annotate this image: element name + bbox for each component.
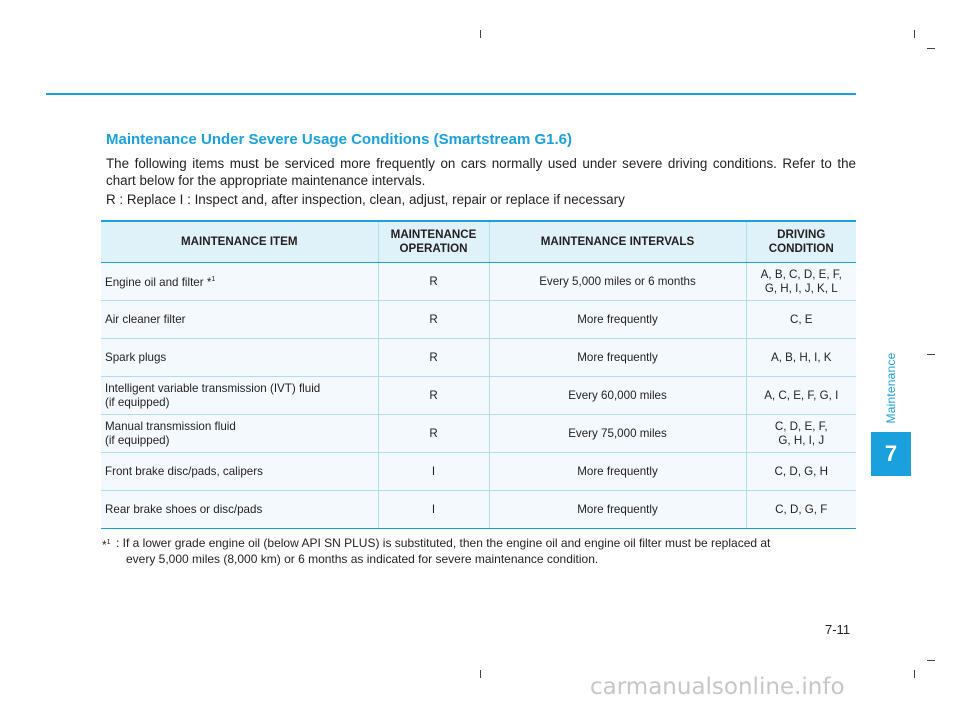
interval-cell: Every 60,000 miles	[489, 377, 746, 415]
interval-cell: Every 5,000 miles or 6 months	[489, 263, 746, 301]
condition-cell: A, B, H, I, K	[746, 339, 856, 377]
header-maintenance-intervals: MAINTENANCE INTERVALS	[489, 221, 746, 263]
interval-cell: More frequently	[489, 301, 746, 339]
header-driving-condition: DRIVING CONDITION	[746, 221, 856, 263]
condition-cell: C, E	[746, 301, 856, 339]
table-row	[101, 339, 856, 377]
item-cell: Front brake disc/pads, calipers	[101, 453, 378, 491]
header-maintenance-operation: MAINTENANCE OPERATION	[378, 221, 489, 263]
operation-cell: I	[378, 453, 489, 491]
table-row	[101, 263, 856, 301]
operation-cell: R	[378, 301, 489, 339]
section-side-label	[879, 350, 903, 426]
interval-cell: Every 75,000 miles	[489, 415, 746, 453]
item-cell: Air cleaner filter	[101, 301, 378, 339]
operation-cell: R	[378, 415, 489, 453]
crop-mark	[480, 670, 481, 678]
crop-mark	[480, 30, 481, 38]
side-label-text: Maintenance	[884, 352, 898, 424]
footnote-marker: *$^1$	[102, 538, 111, 552]
page-number: 7-11	[825, 622, 851, 637]
header-rule	[46, 93, 856, 95]
crop-mark	[914, 670, 915, 678]
interval-cell: More frequently	[489, 491, 746, 529]
header-maintenance-item: MAINTENANCE ITEM	[101, 221, 378, 263]
operation-cell: R	[378, 339, 489, 377]
crop-mark	[927, 48, 935, 49]
table-row	[101, 301, 856, 339]
section-title: Maintenance Under Severe Usage Conditions (Smartstream G1.6)	[106, 131, 572, 148]
condition-cell: C, D, G, F	[746, 491, 856, 529]
interval-cell: More frequently	[489, 453, 746, 491]
interval-cell: More frequently	[489, 339, 746, 377]
table-header-row	[101, 221, 856, 263]
chapter-tab: 7	[871, 432, 911, 476]
operation-legend: R : Replace I : Inspect and, after inspection, clean, adjust, repair or replace if necessary	[106, 192, 625, 207]
operation-cell: R	[378, 377, 489, 415]
operation-cell: R	[378, 263, 489, 301]
crop-mark	[927, 354, 935, 355]
table-row	[101, 453, 856, 491]
operation-cell: I	[378, 491, 489, 529]
item-cell: Rear brake shoes or disc/pads	[101, 491, 378, 529]
table-row	[101, 377, 856, 415]
intro-paragraph: The following items must be serviced more frequently on cars normally used under severe driving conditions. Refer to the chart below for the appropriate maintenance intervals.	[106, 156, 856, 188]
condition-cell: C, D, E, F, G, H, I, J	[746, 415, 856, 453]
table-row	[101, 415, 856, 453]
table-row	[101, 491, 856, 529]
item-cell: Spark plugs	[101, 339, 378, 377]
condition-cell: A, B, C, D, E, F, G, H, I, J, K, L	[746, 263, 856, 301]
crop-mark	[914, 30, 915, 38]
item-cell: Engine oil and filter *$^1$	[101, 263, 378, 301]
maintenance-table	[101, 220, 856, 529]
condition-cell: A, C, E, F, G, I	[746, 377, 856, 415]
footnote	[102, 535, 854, 567]
condition-cell: C, D, G, H	[746, 453, 856, 491]
item-cell: Manual transmission fluid (if equipped)	[101, 415, 378, 453]
item-cell: Intelligent variable transmission (IVT) fluid (if equipped)	[101, 377, 378, 415]
watermark-logo: carmanualsonline.info	[590, 674, 845, 700]
footnote-text: : If a lower grade engine oil (below API SN PLUS) is substituted, then the engine oil and engine oil filter must be replaced at every 5,000 miles (8,000 km) or 6 months as indicated for severe maintenance condition.	[116, 536, 771, 566]
crop-mark	[927, 660, 935, 661]
